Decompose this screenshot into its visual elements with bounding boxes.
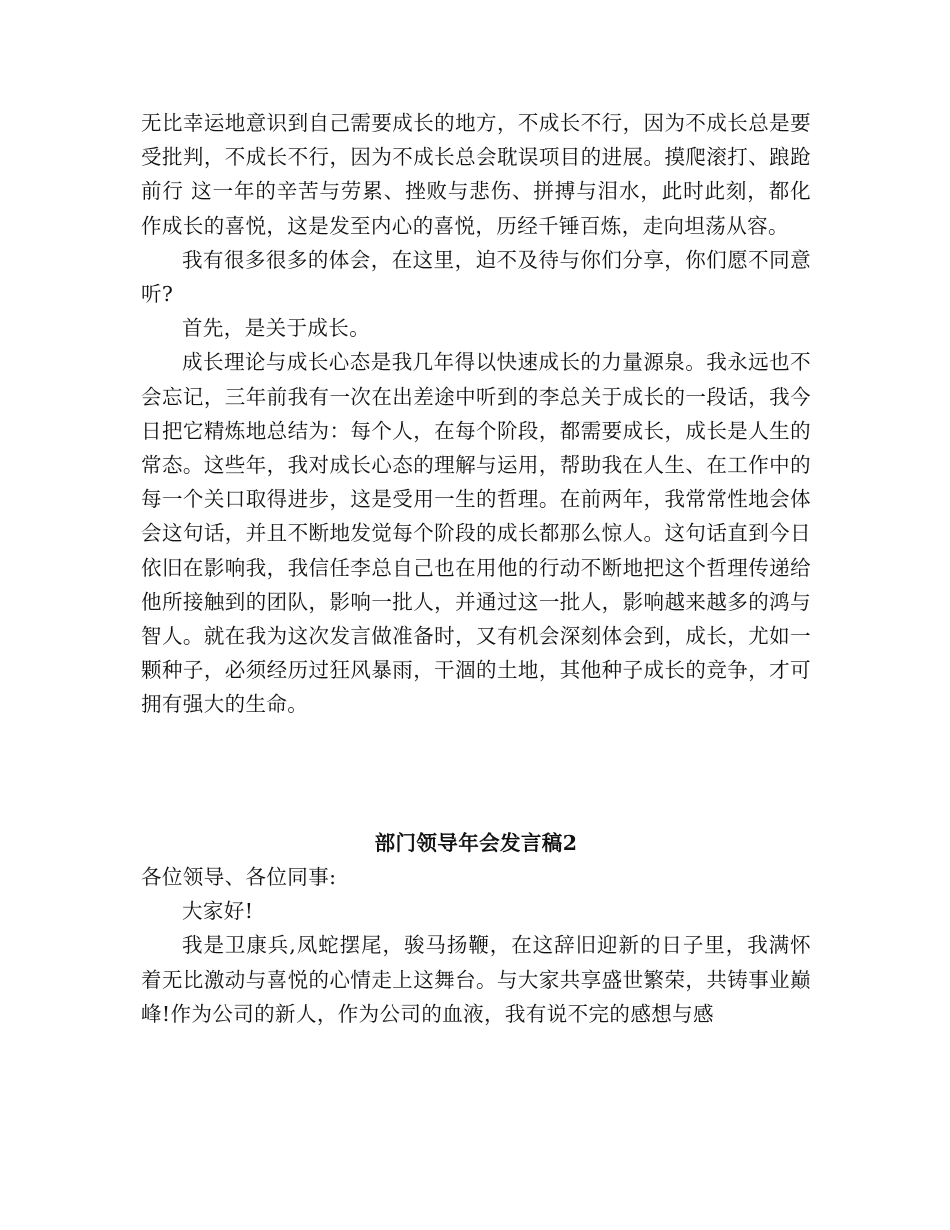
- speech-part-2: [141, 860, 811, 1031]
- paragraph-introduction: 我是卫康兵,凤蛇摆尾，骏马扬鞭，在这辞旧迎新的日子里，我满怀着无比激动与喜悦的心情走上这舞台。与大家共享盛世繁荣，共铸事业巅峰!作为公司的新人，作为公司的血液，我有说不完的感想与感: [141, 933, 811, 1026]
- salutation: 各位领导、各位同事:: [141, 865, 337, 889]
- section-title: 部门领导年会发言稿2: [374, 831, 578, 855]
- speech-part-1: [141, 106, 811, 722]
- paragraph-first-point: 首先，是关于成长。: [182, 316, 371, 341]
- paragraph-growth-theory: 成长理论与成长心态是我几年得以快速成长的力量源泉。我永远也不会忘记，三年前我有一次在出差途中听到的李总关于成长的一段话，我今日把它精炼地总结为：每个人，在每个阶段，都需要成长，成长是人生的常态。这些年，我对成长心态的理解与运用，帮助我在人生、在工作中的每一个关口取得进步，这是受用一生的哲理。在前两年，我常常性地会体会这句话，并且不断地发觉每个阶段的成长都那么惊人。这句话直到今日依旧在影响我，我信任李总自己也在用他的行动不断地把这个哲理传递给他所接触到的团队，影响一批人，并通过这一批人，影响越来越多的鸿与智人。就在我为这次发言做准备时，又有机会深刻体会到，成长，尤如一颗种子，必须经历过狂风暴雨，干涸的土地，其他种子成长的竞争，才可拥有强大的生命。: [141, 350, 811, 717]
- greeting: 大家好!: [182, 899, 254, 924]
- paragraph-continuation: 无比幸运地意识到自己需要成长的地方，不成长不行，因为不成长总是要受批判，不成长不行，因为不成长总会耽误项目的进展。摸爬滚打、踉跄前行 这一年的辛苦与劳累、挫败与悲伤、拼搏与泪水，此时此刻，都化作成长的喜悦，这是发至内心的喜悦，历经千锤百炼，走向坦荡从容。: [141, 111, 811, 238]
- paragraph-sharing: 我有很多很多的体会，在这里，迫不及待与你们分享，你们愿不同意听?: [141, 247, 811, 307]
